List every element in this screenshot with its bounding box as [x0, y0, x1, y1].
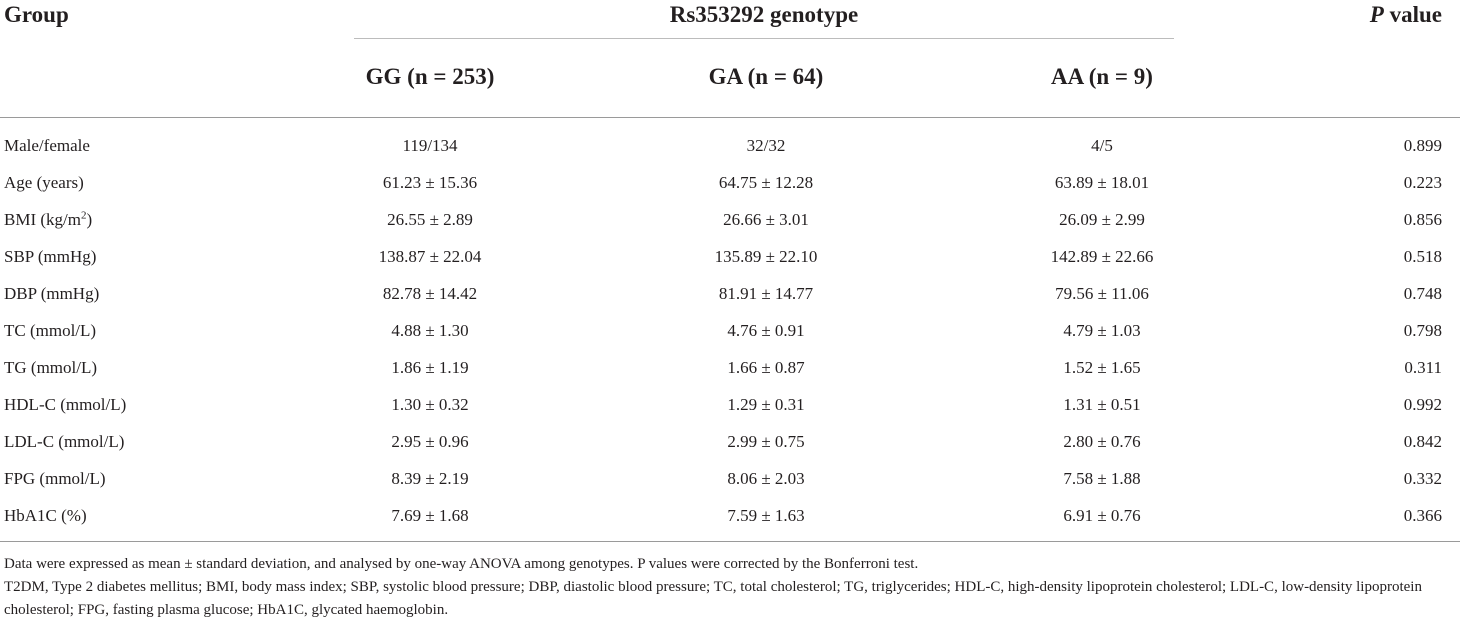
row-label [4, 210, 92, 230]
ga-cell: 1.29 ± 0.31 [727, 395, 805, 414]
row-label: HbA1C (%) [4, 506, 87, 525]
p-value-cell: 0.518 [1403, 247, 1442, 266]
gg-cell: 61.23 ± 15.36 [382, 173, 478, 192]
ga-cell: 4.76 ± 0.91 [727, 321, 805, 340]
ga-cell: 135.89 ± 22.10 [714, 247, 818, 266]
p-value-cell: 0.311 [1404, 358, 1442, 377]
table-row [0, 463, 1460, 500]
p-value-cell: 0.899 [1403, 136, 1442, 155]
table-row [0, 426, 1460, 463]
gg-cell: 8.39 ± 2.19 [391, 469, 469, 488]
gg-cell: 2.95 ± 0.96 [391, 432, 469, 451]
p-value-cell: 0.992 [1403, 395, 1442, 414]
p-value-column-header [1370, 2, 1442, 28]
table-row [0, 204, 1460, 241]
p-value-cell: 0.842 [1403, 432, 1442, 451]
row-label-close: ) [86, 210, 93, 229]
ga-cell: 32/32 [746, 136, 786, 155]
ga-cell: 26.66 ± 3.01 [723, 210, 809, 229]
gg-cell: 4.88 ± 1.30 [391, 321, 469, 340]
table-row [0, 130, 1460, 167]
ga-cell: 1.66 ± 0.87 [727, 358, 805, 377]
gg-cell: 119/134 [402, 136, 458, 155]
genotype-spanning-header: Rs353292 genotype [669, 2, 859, 27]
row-label: HDL-C (mmol/L) [4, 395, 127, 414]
table-row [0, 278, 1460, 315]
gg-cell: 1.86 ± 1.19 [391, 358, 469, 377]
aa-cell: 79.56 ± 11.06 [1055, 284, 1149, 303]
row-label: Male/female [4, 136, 90, 155]
p-value-header-italic: P [1369, 2, 1384, 27]
row-label: DBP (mmHg) [4, 284, 100, 303]
table-row [0, 389, 1460, 426]
p-value-cell: 0.332 [1403, 469, 1442, 488]
aa-cell: 26.09 ± 2.99 [1059, 210, 1145, 229]
row-label: LDL-C (mmol/L) [4, 432, 125, 451]
footer-divider [0, 541, 1460, 542]
ga-cell: 64.75 ± 12.28 [718, 173, 814, 192]
table-body [0, 130, 1460, 537]
ga-cell: 81.91 ± 14.77 [718, 284, 814, 303]
row-label: TG (mmol/L) [4, 358, 98, 377]
row-label: FPG (mmol/L) [4, 469, 106, 488]
aa-cell: 63.89 ± 18.01 [1054, 173, 1150, 192]
aa-cell: 142.89 ± 22.66 [1050, 247, 1154, 266]
aa-cell: 1.31 ± 0.51 [1063, 395, 1141, 414]
p-value-cell: 0.856 [1403, 210, 1442, 229]
ga-cell: 2.99 ± 0.75 [727, 432, 805, 451]
ga-cell: 8.06 ± 2.03 [727, 469, 805, 488]
aa-column-header: AA (n = 9) [1051, 64, 1153, 89]
aa-cell: 1.52 ± 1.65 [1063, 358, 1141, 377]
ga-cell: 7.59 ± 1.63 [727, 506, 805, 525]
footnote-methods: Data were expressed as mean ± standard deviation, and analysed by one-way ANOVA among genotypes. P values were corrected by the Bonferroni test. [4, 556, 919, 572]
row-label-text: BMI (kg/m [4, 210, 81, 229]
genotype-spanner-rule [354, 38, 1174, 39]
table-row [0, 500, 1460, 537]
table-row [0, 241, 1460, 278]
p-value-cell: 0.223 [1403, 173, 1442, 192]
p-value-cell: 0.798 [1403, 321, 1442, 340]
row-label: TC (mmol/L) [4, 321, 97, 340]
p-value-cell: 0.366 [1403, 506, 1442, 525]
gg-cell: 26.55 ± 2.89 [387, 210, 473, 229]
group-column-header: Group [4, 2, 69, 27]
aa-cell: 4.79 ± 1.03 [1063, 321, 1141, 340]
row-label: SBP (mmHg) [4, 247, 97, 266]
table-row [0, 315, 1460, 352]
row-label: Age (years) [4, 173, 84, 192]
aa-cell: 2.80 ± 0.76 [1063, 432, 1141, 451]
gg-cell: 138.87 ± 22.04 [378, 247, 482, 266]
aa-cell: 7.58 ± 1.88 [1063, 469, 1141, 488]
table-row [0, 352, 1460, 389]
table-row [0, 167, 1460, 204]
footnote-abbreviations: T2DM, Type 2 diabetes mellitus; BMI, body mass index; SBP, systolic blood pressure; DBP, diastolic blood pressure; TC, total cholesterol; TG, triglycerides; HDL-C, high-density lipoprotein cholesterol; LDL-C, low-density lipoprotein cholesterol; FPG, fasting plasma glucose; HbA1C, glycated haemoglobin. [4, 579, 1422, 618]
p-value-header-text: value [1383, 2, 1442, 27]
aa-cell: 6.91 ± 0.76 [1063, 506, 1141, 525]
p-value-cell: 0.748 [1403, 284, 1442, 303]
header-divider [0, 117, 1460, 118]
gg-column-header: GG (n = 253) [365, 64, 495, 89]
ga-column-header: GA (n = 64) [708, 64, 824, 89]
aa-cell: 4/5 [1091, 136, 1113, 155]
gg-cell: 82.78 ± 14.42 [382, 284, 478, 303]
gg-cell: 1.30 ± 0.32 [391, 395, 469, 414]
row-label-superscript: 2 [80, 209, 87, 222]
gg-cell: 7.69 ± 1.68 [391, 506, 469, 525]
